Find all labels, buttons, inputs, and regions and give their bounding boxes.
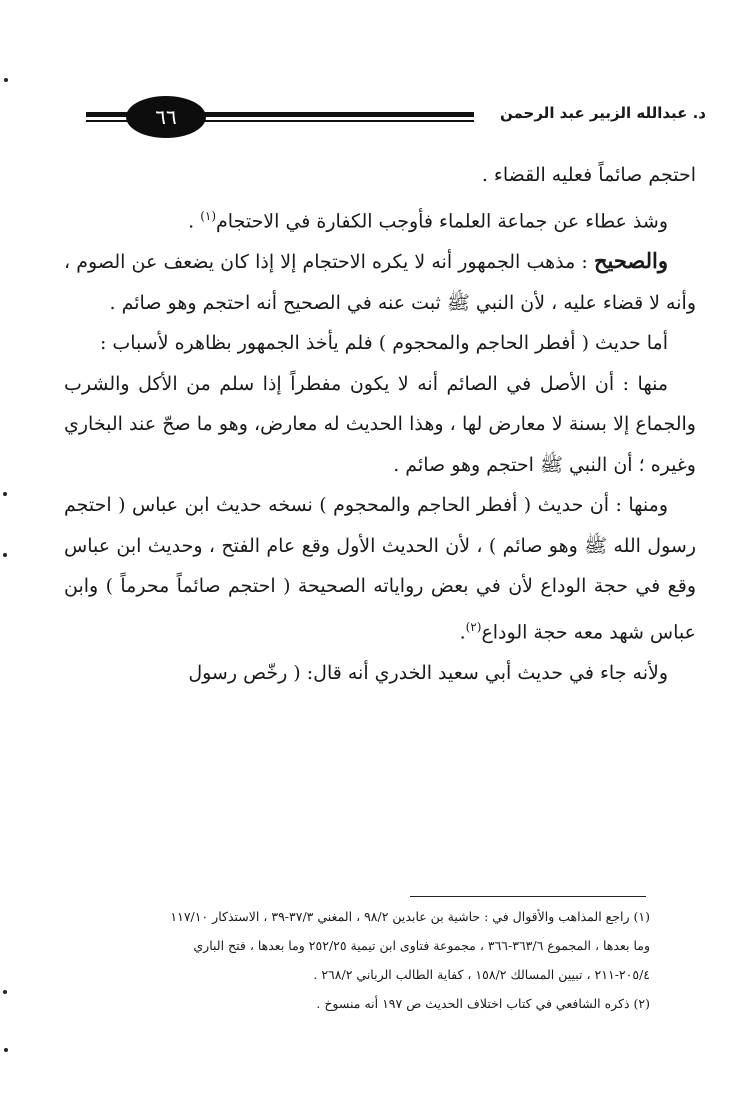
scan-speck [4,1048,8,1052]
footnote-ref-1[interactable]: (١) [200,208,217,223]
author-name: د. عبدالله الزبير عبد الرحمن [499,104,706,122]
page-number: ٦٦ [126,96,206,138]
paragraph-2-end: . [188,209,201,232]
paragraph-2-text: وشذ عطاء عن جماعة العلماء فأوجب الكفارة في الاحتجام [216,209,668,232]
footnote-1-line-1: (١) راجع المذاهب والأقوال في : حاشية بن عابدين ٩٨/٢ ، المغني ٣٧/٣-٣٩ ، الاستذكار ١١٧/١٠ [170,909,650,924]
paragraph-6 [64,485,696,652]
paragraph-6-end: . [459,621,466,644]
paragraph-2 [64,196,696,242]
footnote-1-line-2: وما بعدها ، المجموع ٣٦٣/٦-٣٦٦ ، مجموعة فتاوى ابن تيمية ٢٥٢/٢٥ وما بعدها ، فتح الباري [193,938,650,953]
page-header [86,96,706,146]
scan-speck [3,553,7,557]
paragraph-5-text: منها : أن الأصل في الصائم أنه لا يكون مفطراً إذا سلم من الأكل والشرب والجماع إلا بسنة لا معارض لها ، وهذا الحديث له معارض، وهو ما صحّ عند البخاري وغيره ؛ أن النبي ﷺ احتجم وهو صائم . [64,372,696,476]
paragraph-3 [64,241,696,323]
footnote-2: (٢) ذكره الشافعي في كتاب اختلاف الحديث ص ١٩٧ أنه منسوخ . [316,996,650,1011]
paragraph-7 [64,653,696,694]
scan-speck [4,78,8,82]
paragraph-4 [64,323,696,364]
paragraph-1-text: احتجم صائماً فعليه القضاء . [481,164,696,186]
scan-speck [3,990,7,994]
paragraph-1 [64,155,696,196]
paragraph-4-text: أما حديث ( أفطر الحاجم والمحجوم ) فلم يأخذ الجمهور بظاهره لأسباب : [99,332,668,355]
bold-term: والصحيح [593,248,668,274]
footnote-rule [410,896,646,897]
paragraph-7-text: ولأنه جاء في حديث أبي سعيد الخدري أنه قال: ( رخّص رسول [188,661,668,684]
paragraph-3-text: : مذهب الجمهور أنه لا يكره الاحتجام إلا إذا كان يضعف عن الصوم ، وأنه لا قضاء عليه ، لأن النبي ﷺ ثبت عنه في الصحيح أنه احتجم وهو صائم . [64,251,696,314]
footnote-1-line-3: ٢٠٥/٤-٢١١ ، تبيين المسالك ١٥٨/٢ ، كفاية الطالب الرباني ٢٦٨/٢ . [313,967,650,982]
scan-speck [3,492,7,496]
footnote-ref-2[interactable]: (٢) [465,619,482,634]
footnotes [84,902,650,1018]
paragraph-5 [64,364,696,486]
body-text [64,155,696,693]
paragraph-6-text: ومنها : أن حديث ( أفطر الحاجم والمحجوم ) نسخه حديث ابن عباس ( احتجم رسول الله ﷺ وهو صائم ) ، لأن الحديث الأول وقع عام الفتح ، وحديث ابن عباس وقع في حجة الوداع لأن في بعض رواياته الصحيحة ( احتجم صائماً محرماً ) وابن عباس شهد معه حجة الوداع [64,494,696,644]
